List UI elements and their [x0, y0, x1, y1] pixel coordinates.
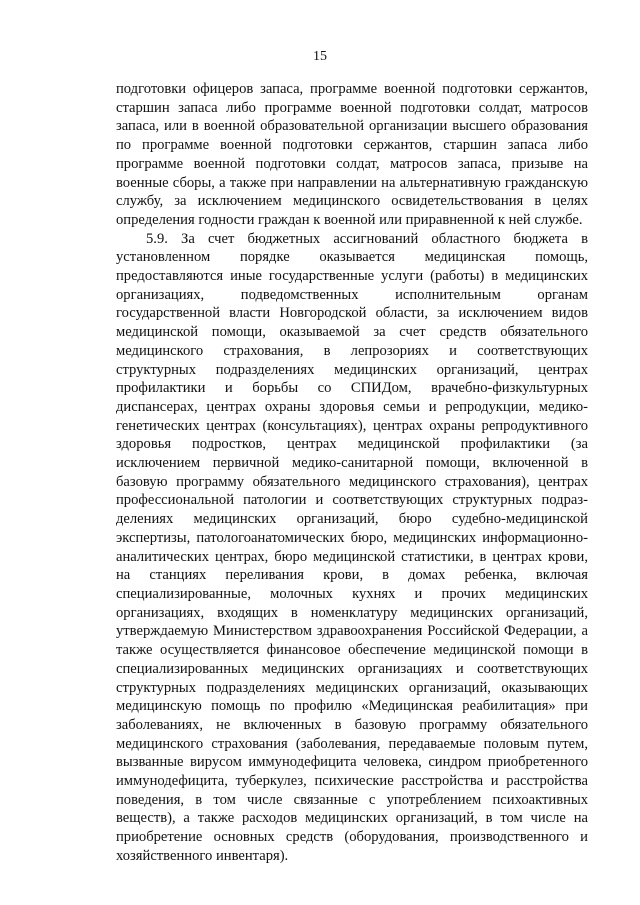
paragraph-continuation: подготовки офицеров запаса, программе военной подготовки сержантов, старшин запаса либо программе военной подготовки солдат, матросов запаса, или в военной образовательной организации высшего образования по программе военной подготовки сержантов, старшин запаса либо программе военной подготовки солдат, матросов запаса, призыве на военные сборы, а также при направлении на альтернативную гражданскую службу, за исключением медицинского освидетельствования в целях определения годности граждан к военной или приравненной к ней службе. [116, 81, 588, 228]
document-body [116, 80, 588, 866]
paragraph-clause-5-9: 5.9. За счет бюджетных ассигнований областного бюджета в установленном порядке оказывается медицинская помощь, предоставляются иные государственные услуги (работы) в медицинских организациях, подведомственных исполнительным органам государственной власти Новгородской области, за исключением видов медицинской помощи, оказываемой за счет средств обязательного медицинского страхования, в лепрозориях и соответствующих структурных подразделениях медицинских организаций, центрах профилактики и борьбы со СПИДом, врачебно-физкультурных диспансерах, центрах охраны здоровья семьи и репродукции, медико-генетических центрах (консультациях), центрах охраны репродуктивного здоровья подростков, центрах медицинской профилактики (за исключением первичной медико-санитарной помощи, включенной в базовую программу обязательного медицинского страхования), центрах профессиональной патологии и соответствующих структурных подразделениях медицинских организаций, бюро судебно-медицинской экспертизы, патологоанатомических бюро, медицинских информационно-аналитических центрах, бюро медицинской статистики, в центрах крови, на станциях переливания крови, в домах ребенка, включая специализированные, молочных кухнях и прочих медицинских организациях, входящих в номенклатуру медицинских организаций, утверждаемую Министерством здравоохранения Российской Федерации, а также осуществляется финансовое обеспечение медицинской помощи в специализированных медицинских организациях и соответствующих структурных подразделениях медицинских организаций, оказывающих медицинскую помощь по профилю «Медицинская реабилитация» при заболеваниях, не включенных в базовую программу обязательного медицинского страхования (заболевания, передаваемые половым путем, вызванные вирусом иммунодефицита человека, синдром приобретенного иммунодефицита, туберкулез, психические расстройства и расстройства поведения, в том числе связанные с употреблением психоактивных веществ), а также расходов медицинских организаций, в том числе на приобретение основных средств (оборудования, производственного и хозяйственного инвентаря). [116, 230, 588, 864]
page-number: 15 [313, 49, 327, 64]
